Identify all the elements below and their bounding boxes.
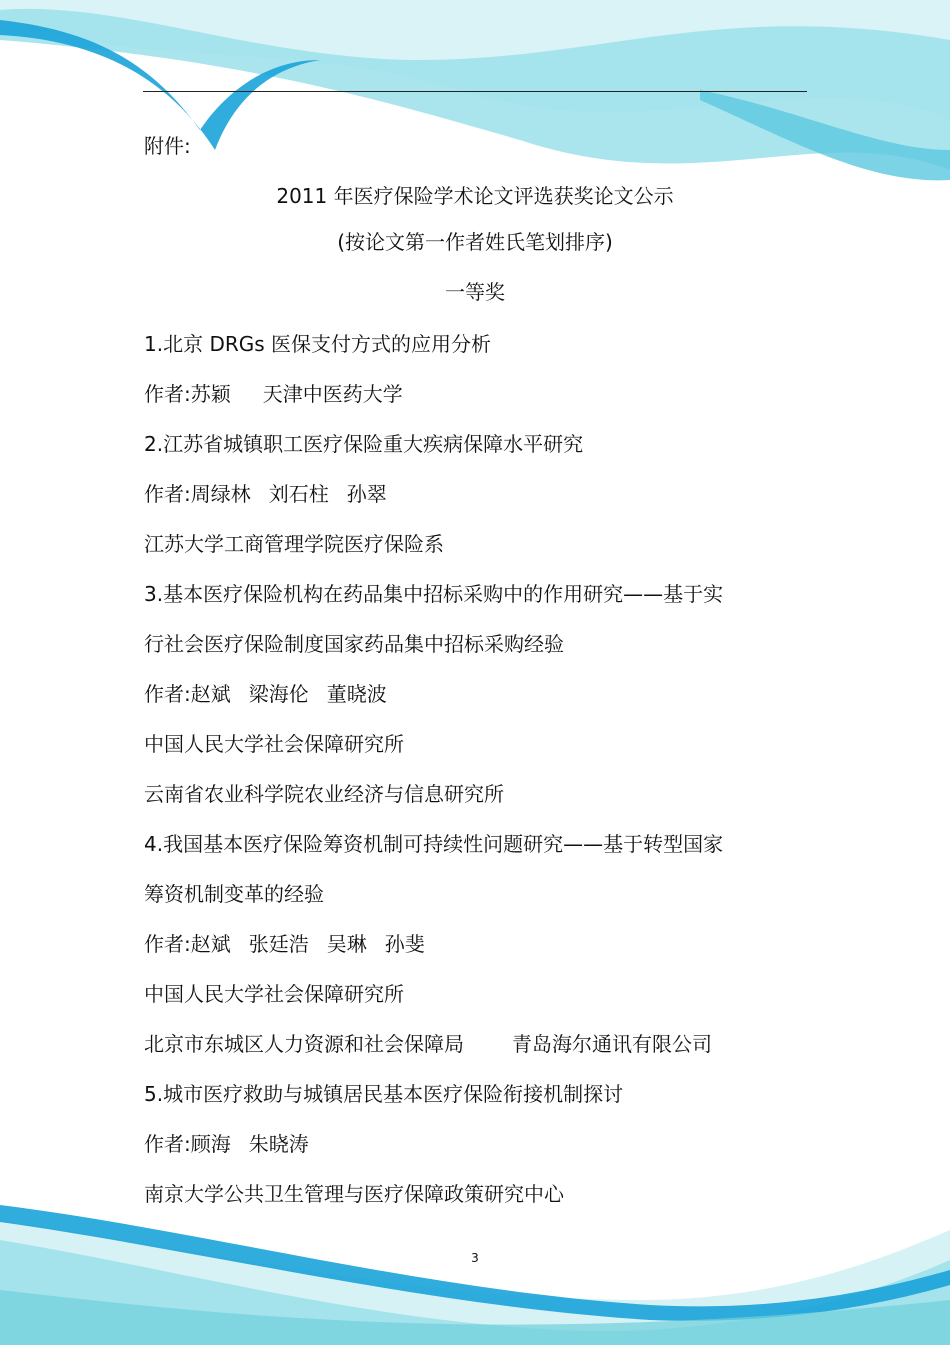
- author: 苏颖: [190, 382, 231, 406]
- author: 赵斌: [190, 682, 231, 706]
- author-prefix: 作者:: [144, 932, 191, 956]
- entry-authors: [144, 682, 387, 706]
- author: 梁海伦: [248, 682, 309, 706]
- document-title: 2011 年医疗保险学术论文评选获奖论文公示: [276, 184, 674, 208]
- author: 刘石柱: [268, 482, 329, 506]
- entry-authors: [144, 382, 403, 406]
- affiliation: 北京市东城区人力资源和社会保障局: [144, 1032, 464, 1056]
- author: 张廷浩: [248, 932, 309, 956]
- document-subtitle: (按论文第一作者姓氏笔划排序): [337, 230, 613, 254]
- affiliation: 中国人民大学社会保障研究所: [144, 732, 404, 756]
- affiliation: 云南省农业科学院农业经济与信息研究所: [144, 782, 504, 806]
- affiliation: 天津中医药大学: [262, 382, 403, 406]
- author: 赵斌: [190, 932, 231, 956]
- entry-title: 1.北京 DRGs 医保支付方式的应用分析: [144, 332, 492, 356]
- entry-authors: [144, 482, 387, 506]
- author-prefix: 作者:: [144, 382, 191, 406]
- entry-title: 2.江苏省城镇职工医疗保险重大疾病保障水平研究: [144, 432, 584, 456]
- entry-authors: [144, 932, 425, 956]
- page-number: 3: [471, 1251, 479, 1265]
- author: 董晓波: [326, 682, 387, 706]
- author: 吴琳: [326, 932, 367, 956]
- author-prefix: 作者:: [144, 1132, 191, 1156]
- affiliation: 南京大学公共卫生管理与医疗保障政策研究中心: [144, 1182, 564, 1206]
- entry-title-line: 行社会医疗保险制度国家药品集中招标采购经验: [144, 632, 564, 656]
- entry-title: 5.城市医疗救助与城镇居民基本医疗保险衔接机制探讨: [144, 1082, 624, 1106]
- affiliation: 江苏大学工商管理学院医疗保险系: [144, 532, 444, 556]
- award-level-heading: 一等奖: [445, 280, 505, 304]
- author: 朱晓涛: [248, 1132, 309, 1156]
- entry-authors: [144, 1132, 309, 1156]
- entry-title-line: 3.基本医疗保险机构在药品集中招标采购中的作用研究——基于实: [144, 582, 724, 606]
- author: 周绿林: [190, 482, 251, 506]
- affiliation: 青岛海尔通讯有限公司: [512, 1032, 712, 1056]
- author: 孙斐: [384, 932, 425, 956]
- attachment-label: 附件:: [144, 134, 191, 158]
- header-rule: [143, 91, 807, 92]
- author-prefix: 作者:: [144, 482, 191, 506]
- entry-title-line: 4.我国基本医疗保险筹资机制可持续性问题研究——基于转型国家: [144, 832, 724, 856]
- affiliation-pair: [144, 1032, 712, 1056]
- affiliation: 中国人民大学社会保障研究所: [144, 982, 404, 1006]
- author: 孙翠: [346, 482, 387, 506]
- author-prefix: 作者:: [144, 682, 191, 706]
- entry-title-line: 筹资机制变革的经验: [144, 882, 324, 906]
- author: 顾海: [190, 1132, 231, 1156]
